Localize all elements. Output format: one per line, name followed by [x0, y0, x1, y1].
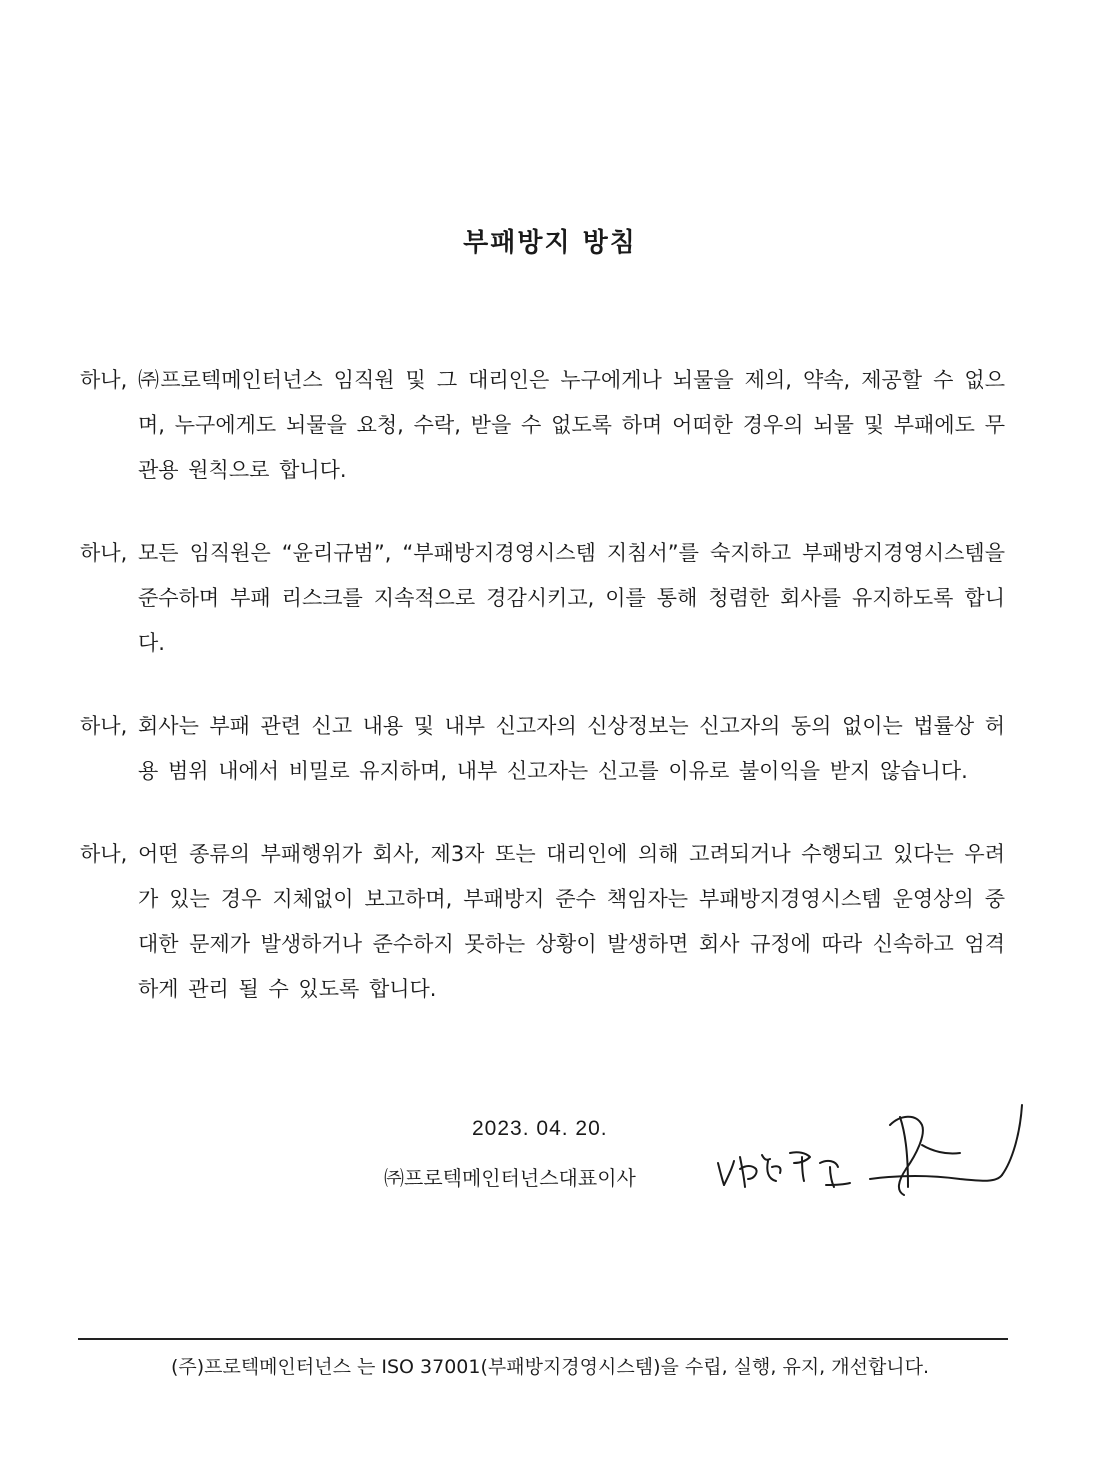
clause-list [80, 358, 1005, 1050]
clause-lead: 하나, [80, 541, 128, 565]
document-title: 부패방지 방침 [463, 228, 637, 258]
clause-text: 회사는 부패 관련 신고 내용 및 내부 신고자의 신상정보는 신고자의 동의 없이는 법률상 허용 범위 내에서 비밀로 유지하며, 내부 신고자는 신고를 이유로 불이익을 받지 않습니다. [138, 714, 1005, 783]
clause-lead: 하나, [80, 714, 128, 738]
footer-note: (주)프로텍메인터넌스 는 ISO 37001(부패방지경영시스템)을 수립, 실행, 유지, 개선합니다. [170, 1356, 930, 1378]
clause-3 [80, 704, 1005, 794]
footer-divider [78, 1338, 1008, 1340]
signature-icon [710, 1095, 1030, 1205]
clause-1 [80, 358, 1005, 493]
issue-date: 2023. 04. 20. [472, 1117, 608, 1140]
clause-4 [80, 832, 1005, 1012]
clause-lead: 하나, [80, 842, 128, 866]
clause-2 [80, 531, 1005, 666]
clause-text: 모든 임직원은 “윤리규범”, “부패방지경영시스템 지침서”를 숙지하고 부패방지경영시스템을 준수하며 부패 리스크를 지속적으로 경감시키고, 이를 통해 청렴한 회사를 유지하도록 합니다. [138, 541, 1005, 655]
clause-lead: 하나, [80, 368, 128, 392]
signatory-title: ㈜프로텍메인터넌스대표이사 [384, 1166, 636, 1190]
clause-text: 어떤 종류의 부패행위가 회사, 제3자 또는 대리인에 의해 고려되거나 수행되고 있다는 우려가 있는 경우 지체없이 보고하며, 부패방지 준수 책임자는 부패방지경영시스템 운영상의 중대한 문제가 발생하거나 준수하지 못하는 상황이 발생하면 회사 규정에 따라 신속하고 엄격하게 관리 될 수 있도록 합니다. [138, 842, 1005, 1001]
clause-text: ㈜프로텍메인터넌스 임직원 및 그 대리인은 누구에게나 뇌물을 제의, 약속, 제공할 수 없으며, 누구에게도 뇌물을 요청, 수락, 받을 수 없도록 하며 어떠한 경우의 뇌물 및 부패에도 무관용 원칙으로 합니다. [138, 368, 1005, 482]
